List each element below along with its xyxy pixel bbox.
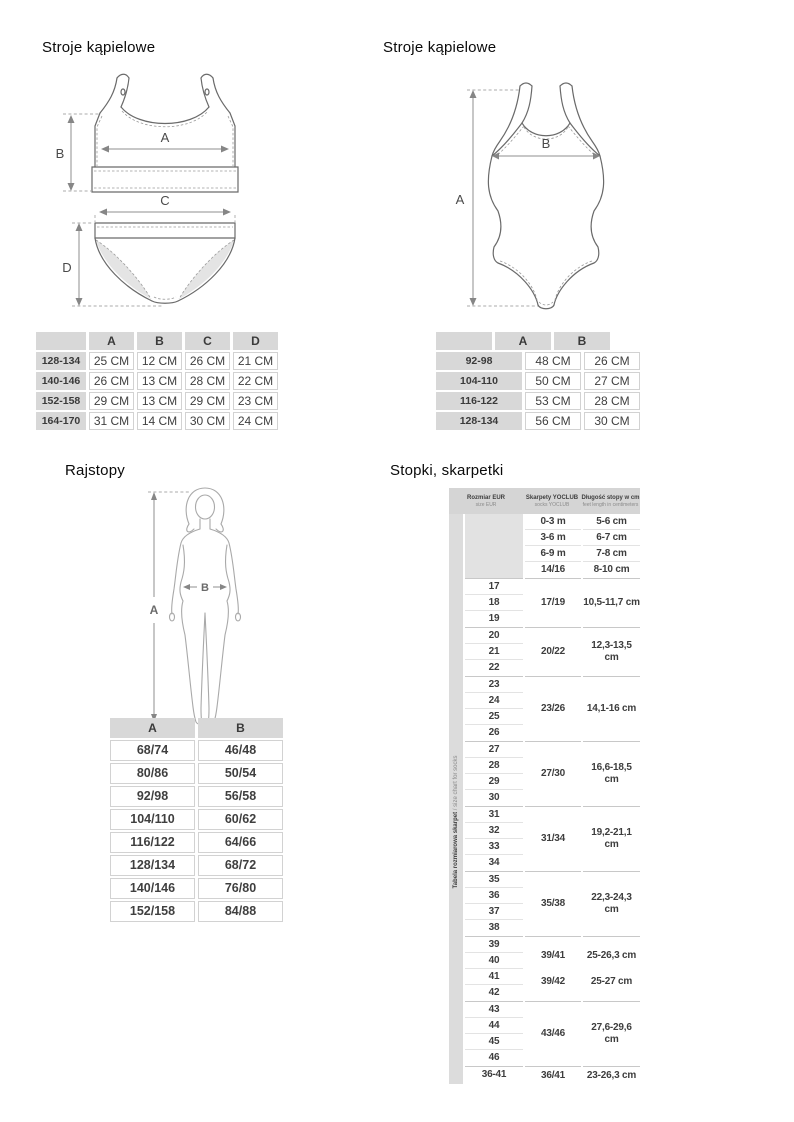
sock-size-value: 0-3 m (525, 514, 581, 530)
socks-table-body (465, 514, 640, 1084)
row-size-label: 164-170 (36, 412, 86, 430)
dim-label-a: A (149, 603, 159, 617)
column-header: D (233, 332, 278, 350)
eur-size-cell: 36 (465, 888, 523, 904)
header-sock-size-en: socks YOCLUB (534, 502, 570, 508)
eur-size-cell: 27 (465, 742, 523, 758)
size-value-cell: 50 CM (525, 372, 581, 390)
dim-label-b: B (55, 146, 65, 161)
sock-size-cell (525, 741, 581, 806)
table-row (436, 392, 640, 410)
dim-label-a: A (455, 192, 465, 207)
foot-length-value: 23-26,3 cm (586, 1069, 637, 1081)
socks-table-header (449, 488, 640, 514)
sock-size-cell (525, 627, 581, 676)
size-value-cell: 13 CM (137, 372, 182, 390)
eur-size-cell: 23 (465, 677, 523, 693)
header-row (110, 718, 283, 738)
eur-size-cell: 29 (465, 774, 523, 790)
foot-length-value: 7-8 cm (583, 546, 640, 562)
sock-size-value: 23/26 (540, 703, 566, 714)
sock-size-cell (525, 936, 581, 1001)
eur-size-column (465, 936, 523, 1001)
row-size-label: 116-122 (436, 392, 522, 410)
eur-size-cell: 21 (465, 644, 523, 660)
size-value-cell: 92/98 (110, 786, 195, 807)
eur-size-cell: 20 (465, 628, 523, 644)
corner-cell (436, 332, 492, 350)
header-row (436, 332, 640, 350)
eur-size-column (465, 1001, 523, 1066)
size-value-cell: 68/74 (110, 740, 195, 761)
header-sock-size (523, 488, 581, 514)
size-value-cell: 22 CM (233, 372, 278, 390)
socks-group (465, 676, 640, 741)
section-title-swim-one-piece: Stroje kąpielowe (383, 39, 497, 56)
foot-length-cell (583, 806, 640, 871)
size-value-cell: 80/86 (110, 763, 195, 784)
eur-size-column (465, 871, 523, 936)
header-eur-size-en: size EUR (475, 502, 497, 508)
sock-size-value: 39/41 (540, 950, 566, 962)
table-row (36, 392, 278, 410)
table-row (110, 855, 283, 876)
sock-size-value: 39/42 (540, 975, 566, 987)
sock-size-value: 6-9 m (525, 546, 581, 562)
eur-size-cell: 24 (465, 693, 523, 709)
sock-size-value: 31/34 (540, 833, 566, 844)
size-value-cell: 23 CM (233, 392, 278, 410)
header-sock-size-pl: Skarpety YOCLUB (525, 495, 579, 501)
foot-length-cell (583, 578, 640, 627)
column-header: C (185, 332, 230, 350)
column-header: A (89, 332, 134, 350)
eur-size-column (465, 578, 523, 627)
sock-size-cell (525, 871, 581, 936)
table-row (36, 412, 278, 430)
foot-length-value: 5-6 cm (583, 514, 640, 530)
sock-size-value: 17/19 (540, 597, 566, 608)
sock-size-cell (525, 806, 581, 871)
eur-size-cell: 44 (465, 1018, 523, 1034)
table-row (110, 832, 283, 853)
eur-size-cell: 31 (465, 807, 523, 823)
foot-length-value: 8-10 cm (593, 564, 630, 575)
foot-length-cell (583, 627, 640, 676)
column-header: B (198, 718, 283, 738)
eur-size-cell: 25 (465, 709, 523, 725)
corner-cell (36, 332, 86, 350)
eur-size-cell: 18 (465, 595, 523, 611)
socks-group (465, 1066, 640, 1084)
eur-size-cell: 42 (488, 987, 500, 998)
row-size-label: 92-98 (436, 352, 522, 370)
size-value-cell: 26 CM (584, 352, 640, 370)
size-value-cell: 48 CM (525, 352, 581, 370)
eur-size-column (465, 514, 523, 578)
row-size-label: 140-146 (36, 372, 86, 390)
dim-label-b: B (541, 136, 551, 151)
eur-size-column (465, 676, 523, 741)
eur-size-cell: 17 (465, 579, 523, 595)
section-title-tights: Rajstopy (65, 462, 125, 479)
foot-length-value: 25-26,3 cm (586, 950, 637, 962)
table-row (110, 878, 283, 899)
sock-size-cell (525, 1001, 581, 1066)
size-value-cell: 26 CM (185, 352, 230, 370)
socks-group (465, 871, 640, 936)
table-row (36, 372, 278, 390)
section-title-socks: Stopki, skarpetki (390, 462, 504, 479)
size-value-cell: 30 CM (584, 412, 640, 430)
sock-size-cell (525, 514, 581, 578)
eur-size-cell: 46 (488, 1052, 500, 1063)
size-value-cell: 12 CM (137, 352, 182, 370)
eur-size-cell: 38 (488, 922, 500, 933)
size-value-cell: 26 CM (89, 372, 134, 390)
size-value-cell: 28 CM (185, 372, 230, 390)
sock-size-cell (525, 1066, 581, 1084)
header-eur-size-pl: Rozmiar EUR (466, 495, 505, 501)
eur-size-cell: 33 (465, 839, 523, 855)
socks-group (465, 806, 640, 871)
table-row (110, 901, 283, 922)
dim-label-b: B (201, 582, 209, 594)
foot-length-cell (583, 871, 640, 936)
foot-length-cell (583, 1001, 640, 1066)
size-value-cell: 31 CM (89, 412, 134, 430)
eur-size-cell: 35 (465, 872, 523, 888)
foot-length-cell (583, 936, 640, 1001)
eur-size-cell: 40 (465, 953, 523, 969)
sock-size-value: 43/46 (540, 1028, 566, 1039)
column-header: A (110, 718, 195, 738)
foot-length-value: 12,3-13,5 cm (591, 640, 632, 663)
table-row (110, 786, 283, 807)
tights-figure-diagram (138, 483, 268, 728)
row-size-label: 152-158 (36, 392, 86, 410)
eur-size-cell: 22 (488, 662, 500, 673)
size-value-cell: 25 CM (89, 352, 134, 370)
size-value-cell: 53 CM (525, 392, 581, 410)
size-value-cell: 50/54 (198, 763, 283, 784)
size-value-cell: 84/88 (198, 901, 283, 922)
dim-label-c: C (160, 193, 170, 208)
socks-size-table (449, 488, 640, 1084)
eur-size-cell: 41 (465, 969, 523, 985)
header-row (36, 332, 278, 350)
size-value-cell: 68/72 (198, 855, 283, 876)
eur-size-cell: 26 (488, 727, 500, 738)
foot-length-cell (583, 741, 640, 806)
foot-length-cell (583, 676, 640, 741)
size-value-cell: 64/66 (198, 832, 283, 853)
size-value-cell: 30 CM (185, 412, 230, 430)
foot-length-value: 6-7 cm (583, 530, 640, 546)
eur-size-cell: 30 (488, 792, 500, 803)
socks-group (465, 578, 640, 627)
size-value-cell: 29 CM (185, 392, 230, 410)
one-piece-swimsuit-diagram (440, 78, 640, 326)
eur-size-column (465, 627, 523, 676)
sock-size-cell (525, 676, 581, 741)
foot-length-value: 22,3-24,3 cm (591, 892, 632, 915)
socks-group (465, 936, 640, 1001)
header-eur-size (449, 488, 523, 514)
tights-size-table (110, 718, 283, 924)
one-piece-size-table (436, 332, 640, 432)
size-value-cell: 21 CM (233, 352, 278, 370)
table-row (110, 740, 283, 761)
table-row (436, 412, 640, 430)
size-value-cell: 56 CM (525, 412, 581, 430)
foot-length-cell (583, 514, 640, 578)
row-size-label: 104-110 (436, 372, 522, 390)
socks-group (465, 514, 640, 578)
eur-size-column (465, 741, 523, 806)
header-foot-length (581, 488, 640, 514)
table-row (436, 352, 640, 370)
column-header: A (495, 332, 551, 350)
table-row (110, 809, 283, 830)
eur-size-cell: 32 (465, 823, 523, 839)
eur-size-cell: 43 (465, 1002, 523, 1018)
size-value-cell: 29 CM (89, 392, 134, 410)
eur-size-cell: 19 (488, 613, 500, 624)
foot-length-cell (583, 1066, 640, 1084)
table-row (436, 372, 640, 390)
sock-size-value: 3-6 m (525, 530, 581, 546)
socks-group (465, 627, 640, 676)
sock-size-value: 27/30 (540, 768, 566, 779)
eur-size-cell: 39 (465, 937, 523, 953)
eur-size-cell: 45 (465, 1034, 523, 1050)
socks-side-label-en: / size chart for socks (453, 755, 459, 812)
eur-size-column (465, 806, 523, 871)
sock-size-value: 36/41 (540, 1069, 566, 1081)
sock-size-value: 35/38 (540, 898, 566, 909)
socks-group (465, 1001, 640, 1066)
row-size-label: 128-134 (436, 412, 522, 430)
eur-size-cell: 34 (488, 857, 500, 868)
size-value-cell: 140/146 (110, 878, 195, 899)
section-title-swim-two-piece: Stroje kąpielowe (42, 39, 156, 56)
column-header: B (137, 332, 182, 350)
size-value-cell: 28 CM (584, 392, 640, 410)
size-value-cell: 60/62 (198, 809, 283, 830)
dim-label-a: A (160, 130, 170, 145)
sock-size-value: 20/22 (540, 646, 566, 657)
foot-length-value: 14,1-16 cm (586, 703, 637, 714)
header-foot-length-en: feet length in centimeters (582, 502, 639, 508)
sock-size-cell (525, 578, 581, 627)
size-value-cell: 128/134 (110, 855, 195, 876)
eur-size-cell: 37 (465, 904, 523, 920)
size-value-cell: 76/80 (198, 878, 283, 899)
socks-side-label-pl: Tabela rozmiarowa skarpet (453, 811, 459, 889)
socks-side-strip (449, 488, 463, 1084)
foot-length-value: 25-27 cm (590, 975, 633, 987)
eur-size-cell: 28 (465, 758, 523, 774)
two-piece-swimsuit-diagram (55, 70, 285, 318)
table-row (36, 352, 278, 370)
size-value-cell: 104/110 (110, 809, 195, 830)
socks-side-label (453, 755, 459, 888)
sock-size-value: 14/16 (540, 564, 566, 575)
foot-length-value: 27,6-29,6 cm (591, 1022, 632, 1045)
size-value-cell: 14 CM (137, 412, 182, 430)
eur-size-cell: 36-41 (481, 1069, 507, 1080)
foot-length-value: 10,5-11,7 cm (583, 597, 640, 608)
socks-group (465, 741, 640, 806)
size-value-cell: 56/58 (198, 786, 283, 807)
size-value-cell: 46/48 (198, 740, 283, 761)
size-value-cell: 24 CM (233, 412, 278, 430)
table-row (110, 763, 283, 784)
foot-length-value: 19,2-21,1 cm (591, 827, 632, 850)
size-value-cell: 152/158 (110, 901, 195, 922)
dim-label-d: D (62, 260, 72, 275)
foot-length-value: 16,6-18,5 cm (591, 762, 632, 785)
two-piece-size-table (36, 332, 278, 432)
column-header: B (554, 332, 610, 350)
size-value-cell: 27 CM (584, 372, 640, 390)
size-value-cell: 13 CM (137, 392, 182, 410)
size-value-cell: 116/122 (110, 832, 195, 853)
row-size-label: 128-134 (36, 352, 86, 370)
header-foot-length-pl: Długość stopy w cm (581, 495, 640, 501)
eur-size-column (465, 1066, 523, 1084)
